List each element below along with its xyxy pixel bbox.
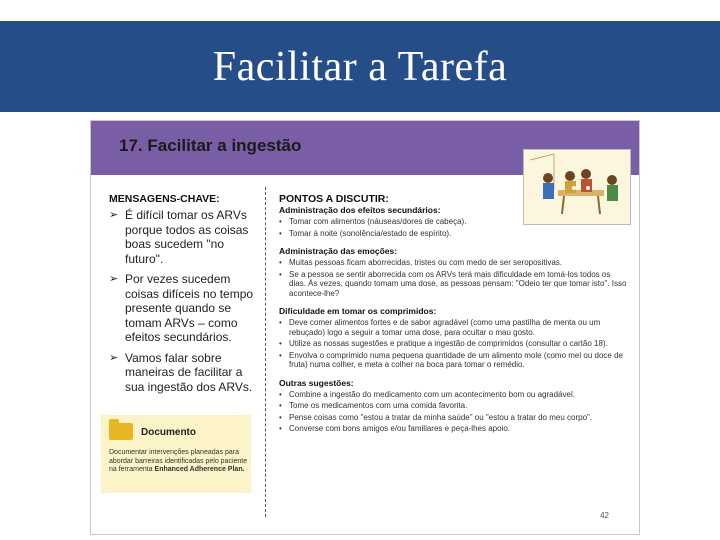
bullet-item: • Deve comer alimentos fortes e de sabor agradável (como uma pastilha de menta ou um rebuçado) logo a seguir a tomar uma dose, para ocultar o mau gosto.	[279, 318, 629, 337]
key-messages-column	[109, 193, 259, 400]
arrow-bullet-icon: ➢	[109, 273, 119, 285]
bullet-item: • Envolva o comprimido numa pequena quantidade de um alimento mole (como mel ou doce de fruta) numa colher, e meta a colher na boca para tomar o remédio.	[279, 351, 629, 370]
document-text: Documentar intervenções planeadas para abordar barreiras identificadas pelo paciente na ferramenta Enhanced Adherence Plan.	[109, 449, 248, 473]
section-title: Dificuldade em tomar os comprimidos:	[279, 306, 437, 316]
key-message-item: ➢ Por vezes sucedem coisas difíceis no tempo presente quando se tomam ARVs – como efeitos secundários.	[109, 272, 254, 344]
bullet-item: • Converse com bons amigos e/ou familiares e peça-lhes apoio.	[279, 424, 629, 434]
key-messages-title: MENSAGENS-CHAVE:	[109, 193, 220, 205]
arrow-bullet-icon: ➢	[109, 209, 119, 221]
arrow-bullet-icon: ➢	[109, 351, 119, 364]
bullet-item: • Combine a ingestão do medicamento com um acontecimento bom ou agradável.	[279, 390, 629, 400]
document-box	[101, 415, 251, 493]
section-title: Administração dos efeitos secundários:	[279, 205, 441, 215]
bullet-item: • Tome os medicamentos com uma comida favorita.	[279, 401, 629, 411]
slide-heading: 17. Facilitar a ingestão	[119, 136, 302, 155]
bullet-item: • Pense coisas como "estou a tratar da minha saúde" ou "estou a tratar do meu corpo".	[279, 413, 629, 423]
bullet-item: • Muitas pessoas ficam aborrecidas, tristes ou com medo de ser seropositivas.	[279, 258, 629, 268]
key-message-item: ➢ É difícil tomar os ARVs porque todos as coisas boas sucedem "no futuro".	[109, 208, 249, 266]
section-title: Administração das emoções:	[279, 246, 398, 256]
section-title: Outras sugestões:	[279, 377, 354, 388]
page-number: 42	[600, 511, 609, 520]
title-bar	[0, 21, 720, 112]
bullet-item: • Se a pessoa se sentir aborrecida com os ARVs terá mais dificuldade em tomá-los todos os dias. Às vezes, quando tomam uma dose, as pessoas pensam: "Odeio ter que tomar isto". Isso acontece-lhe?	[279, 270, 629, 299]
key-message-item: ➢ Vamos falar sobre maneiras de facilitar a sua ingestão dos ARVs.	[109, 350, 253, 394]
discuss-title: PONTOS A DISCUTIR:	[279, 193, 389, 205]
embedded-slide-image	[90, 120, 640, 535]
column-divider	[265, 187, 266, 517]
bullet-item: • Utilize as nossas sugestões e pratique a ingestão de comprimidos (consultar o cartão 18).	[279, 339, 629, 349]
document-title: Documento	[141, 427, 196, 438]
bullet-item: • Tomar com alimentos (náuseas/dores de cabeça).	[279, 217, 629, 227]
bullet-item: • Tomar à noite (sonolência/estado de espírito).	[279, 229, 629, 239]
folder-icon	[109, 423, 133, 440]
discussion-column	[279, 193, 629, 436]
slide-title: Facilitar a Tarefa	[212, 43, 508, 90]
